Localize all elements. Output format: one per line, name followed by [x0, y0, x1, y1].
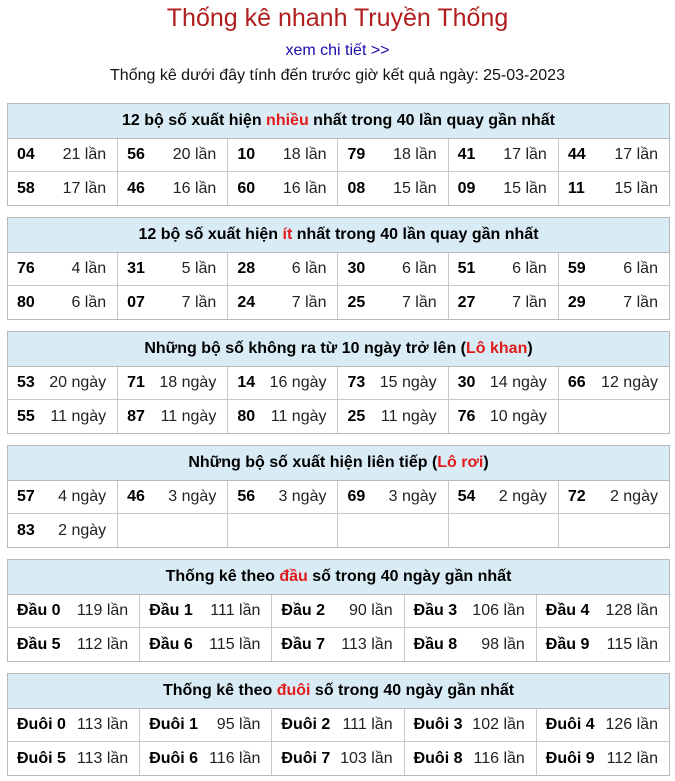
stat-cell: [228, 481, 338, 514]
heading-highlight: Lô rơi: [437, 454, 484, 471]
stat-cell: [228, 172, 338, 205]
stat-value: 7 lần: [401, 293, 437, 311]
stat-label: 41: [457, 146, 476, 163]
panel-heading: [8, 218, 669, 253]
stat-value: 115 lần: [606, 635, 658, 653]
stat-label: Đầu 9: [545, 635, 590, 653]
stat-cell: [118, 286, 228, 319]
stat-value: 16 lần: [282, 179, 327, 197]
page-subtitle: Thống kê dưới đây tính đến trước giờ kết quả ngày: 25-03-2023: [110, 67, 565, 84]
stat-cell: [338, 172, 448, 205]
heading-highlight: Lô khan: [466, 340, 528, 357]
stat-value: 20 lần: [172, 146, 217, 163]
stat-label: 27: [457, 293, 476, 311]
stat-value: 103 lần: [340, 749, 393, 767]
stat-value: 3 ngày: [168, 488, 217, 505]
stat-value: 7 lần: [181, 293, 217, 311]
stat-value: 6 lần: [623, 260, 658, 277]
stat-label: 57: [17, 488, 35, 505]
stat-label: 30: [457, 374, 476, 391]
stat-label: 87: [127, 407, 145, 425]
stat-value: 5 lần: [181, 260, 217, 277]
stat-value: 102 lần: [472, 716, 525, 733]
least-frequent-panel: [7, 217, 670, 320]
stat-label: Đuôi 3: [413, 716, 463, 733]
stat-value: 116 lần: [209, 749, 261, 767]
stat-cell: [272, 742, 404, 775]
stat-cell: [118, 139, 228, 172]
stat-label: 25: [347, 293, 366, 311]
stat-value: 126 lần: [605, 716, 658, 733]
stat-cell: [8, 400, 118, 433]
stat-cell: [228, 514, 338, 547]
stat-label: 72: [567, 488, 586, 505]
stat-label: Đuôi 9: [545, 749, 595, 767]
stat-cell: [449, 253, 559, 286]
stat-label: 79: [347, 146, 366, 163]
stat-value: 111 lần: [342, 716, 393, 733]
stat-value: 113 lần: [341, 635, 393, 653]
stat-cell: [537, 595, 669, 628]
stat-cell: [559, 514, 669, 547]
stat-label: Đuôi 5: [17, 749, 66, 767]
stat-value: 16 lần: [172, 179, 217, 197]
stats-grid: [8, 253, 669, 319]
panel-heading: [8, 446, 669, 481]
stat-cell: [118, 367, 228, 400]
stat-value: 2 ngày: [609, 488, 658, 505]
stat-label: Đầu 3: [413, 602, 458, 619]
lo-roi-panel: [7, 445, 670, 548]
stat-label: 09: [457, 179, 476, 197]
stats-grid: [8, 139, 669, 205]
stat-cell: [537, 628, 669, 661]
stat-value: 7 lần: [623, 293, 658, 311]
stat-value: 116 lần: [473, 749, 525, 767]
stat-label: 46: [127, 179, 145, 197]
stat-value: 6 lần: [512, 260, 547, 277]
stat-value: 15 lần: [614, 179, 658, 197]
stat-cell: [8, 481, 118, 514]
stat-cell: [140, 628, 272, 661]
stat-cell: [449, 481, 559, 514]
stat-value: 128 lần: [605, 602, 658, 619]
stat-cell: [338, 400, 448, 433]
stat-value: 15 ngày: [379, 374, 437, 391]
stat-value: 21 lần: [62, 146, 107, 163]
stat-value: 18 lần: [282, 146, 327, 163]
stat-cell: [272, 709, 404, 742]
page-title: Thống kê nhanh Truyền Thống: [166, 4, 509, 32]
stat-cell: [338, 481, 448, 514]
stat-label: Đuôi 2: [281, 716, 331, 733]
stat-value: 3 ngày: [278, 488, 327, 505]
stat-label: 56: [127, 146, 145, 163]
stat-cell: [537, 709, 669, 742]
stat-label: 73: [347, 374, 366, 391]
stat-label: 11: [567, 179, 585, 197]
stat-label: 83: [17, 521, 35, 539]
stat-label: 28: [237, 260, 256, 277]
stat-label: 80: [237, 407, 256, 425]
stat-value: 7 lần: [512, 293, 547, 311]
stat-label: 69: [347, 488, 366, 505]
stat-value: 106 lần: [472, 602, 525, 619]
stat-value: 7 lần: [291, 293, 327, 311]
stat-label: 30: [347, 260, 366, 277]
stat-label: Đuôi 4: [545, 716, 595, 733]
tail-digit-panel: [7, 673, 670, 776]
stat-value: 112 lần: [76, 635, 129, 653]
stat-cell: [8, 367, 118, 400]
stat-value: 18 ngày: [159, 374, 217, 391]
stat-cell: [118, 514, 228, 547]
stat-label: 04: [17, 146, 35, 163]
stat-cell: [8, 595, 140, 628]
stat-value: 113 lần: [76, 749, 129, 767]
panel-heading: [8, 674, 669, 709]
stat-value: 6 lần: [291, 260, 327, 277]
stat-cell: [8, 139, 118, 172]
stat-cell: [338, 253, 448, 286]
heading-highlight: ít: [282, 226, 293, 243]
stat-cell: [449, 514, 559, 547]
most-frequent-panel: [7, 103, 670, 206]
stat-value: 113 lần: [76, 716, 129, 733]
stat-label: 76: [457, 407, 476, 425]
stat-value: 16 ngày: [269, 374, 327, 391]
stat-label: 76: [17, 260, 35, 277]
stat-cell: [8, 742, 140, 775]
stat-cell: [8, 253, 118, 286]
stat-value: 15 lần: [503, 179, 547, 197]
stat-cell: [405, 595, 537, 628]
stats-grid: [8, 481, 669, 547]
stat-cell: [228, 367, 338, 400]
stat-cell: [272, 595, 404, 628]
stat-value: 17 lần: [614, 146, 658, 163]
stat-label: 55: [17, 407, 35, 425]
heading-text: ): [527, 340, 533, 357]
stat-cell: [118, 481, 228, 514]
stat-cell: [338, 514, 448, 547]
stat-value: 4 lần: [71, 260, 107, 277]
stat-label: Đầu 8: [413, 635, 458, 653]
stat-label: 58: [17, 179, 35, 197]
stats-grid: [8, 595, 669, 661]
stat-cell: [449, 286, 559, 319]
stat-value: 95 lần: [216, 716, 261, 733]
stat-cell: [559, 286, 669, 319]
stat-label: Đầu 7: [281, 635, 325, 653]
stat-label: 07: [127, 293, 145, 311]
stat-cell: [405, 742, 537, 775]
stat-cell: [8, 514, 118, 547]
stat-label: 60: [237, 179, 256, 197]
stat-cell: [405, 628, 537, 661]
stat-label: Đầu 6: [149, 635, 193, 653]
stat-label: 71: [127, 374, 145, 391]
stat-cell: [449, 139, 559, 172]
stat-cell: [537, 742, 669, 775]
stat-cell: [140, 709, 272, 742]
stat-label: 25: [347, 407, 366, 425]
stat-value: 119 lần: [76, 602, 129, 619]
stat-cell: [118, 400, 228, 433]
stat-label: Đuôi 6: [149, 749, 199, 767]
stat-value: 90 lần: [349, 602, 393, 619]
stat-label: 08: [347, 179, 366, 197]
stats-grid: [8, 367, 669, 433]
view-details-link[interactable]: xem chi tiết >>: [285, 42, 390, 59]
stat-label: 24: [237, 293, 256, 311]
stat-value: 11 ngày: [50, 407, 107, 425]
stat-cell: [559, 253, 669, 286]
heading-text: Thống kê theo: [162, 682, 277, 699]
stat-value: 112 lần: [606, 749, 658, 767]
stat-label: 46: [127, 488, 145, 505]
stat-cell: [140, 595, 272, 628]
heading-text: Những bộ số không ra từ 10 ngày trở lên (: [144, 340, 466, 357]
stat-label: 31: [127, 260, 145, 277]
stat-cell: [8, 628, 140, 661]
stat-label: Đầu 2: [281, 602, 325, 619]
stat-value: 17 lần: [62, 179, 107, 197]
heading-highlight: đầu: [279, 568, 308, 585]
stat-label: Đuôi 7: [281, 749, 331, 767]
heading-text: số trong 40 ngày gần nhất: [310, 682, 515, 699]
stat-label: 14: [237, 374, 256, 391]
stat-cell: [405, 709, 537, 742]
heading-text: Những bộ số xuất hiện liên tiếp (: [188, 454, 438, 471]
panel-heading: [8, 104, 669, 139]
stat-value: 18 lần: [393, 146, 437, 163]
stat-value: 17 lần: [503, 146, 547, 163]
stat-cell: [140, 742, 272, 775]
stat-cell: [449, 172, 559, 205]
stat-cell: [228, 139, 338, 172]
panel-heading: [8, 560, 669, 595]
stat-cell: [8, 286, 118, 319]
stat-label: 44: [567, 146, 586, 163]
stat-cell: [228, 400, 338, 433]
stat-value: 111 lần: [210, 602, 261, 619]
heading-text: ): [483, 454, 489, 471]
stat-label: Đầu 1: [149, 602, 193, 619]
stat-value: 4 ngày: [58, 488, 107, 505]
stat-cell: [338, 139, 448, 172]
stat-label: 56: [237, 488, 256, 505]
stat-value: 11 ngày: [380, 407, 437, 425]
heading-text: số trong 40 ngày gần nhất: [307, 568, 512, 585]
stat-cell: [338, 367, 448, 400]
stat-value: 11 ngày: [270, 407, 327, 425]
stat-label: 10: [237, 146, 256, 163]
stat-value: 15 lần: [393, 179, 437, 197]
heading-text: nhất trong 40 lần quay gần nhất: [308, 112, 555, 129]
head-digit-panel: [7, 559, 670, 662]
panel-heading: [8, 332, 669, 367]
stat-cell: [449, 400, 559, 433]
stat-label: Đầu 0: [17, 602, 61, 619]
stat-value: 20 ngày: [49, 374, 107, 391]
lo-khan-panel: [7, 331, 670, 434]
stat-label: Đuôi 1: [149, 716, 199, 733]
stat-cell: [449, 367, 559, 400]
stat-label: 53: [17, 374, 35, 391]
stat-cell: [118, 253, 228, 286]
stats-grid: [8, 709, 669, 775]
stat-cell: [8, 172, 118, 205]
stat-value: 12 ngày: [601, 374, 658, 391]
stat-cell: [338, 286, 448, 319]
stat-value: 6 lần: [71, 293, 107, 311]
stat-value: 14 ngày: [489, 374, 547, 391]
stat-value: 3 ngày: [388, 488, 437, 505]
stat-value: 6 lần: [401, 260, 437, 277]
stat-cell: [8, 709, 140, 742]
stat-value: 115 lần: [209, 635, 261, 653]
stat-label: 54: [457, 488, 476, 505]
stat-label: 80: [17, 293, 35, 311]
stat-label: Đuôi 0: [17, 716, 66, 733]
heading-text: 12 bộ số xuất hiện: [122, 112, 267, 129]
stat-cell: [559, 400, 669, 433]
stat-label: 29: [567, 293, 586, 311]
stat-label: 59: [567, 260, 586, 277]
stat-cell: [118, 172, 228, 205]
stat-cell: [559, 367, 669, 400]
stat-label: 66: [567, 374, 586, 391]
heading-text: nhất trong 40 lần quay gần nhất: [292, 226, 539, 243]
stat-cell: [228, 253, 338, 286]
stat-value: 11 ngày: [160, 407, 217, 425]
stat-value: 2 ngày: [58, 521, 107, 539]
heading-text: Thống kê theo: [165, 568, 280, 585]
stat-label: Đầu 5: [17, 635, 61, 653]
heading-highlight: đuôi: [276, 682, 311, 699]
stat-value: 10 ngày: [489, 407, 547, 425]
stat-value: 2 ngày: [498, 488, 547, 505]
stat-value: 98 lần: [481, 635, 525, 653]
stat-cell: [272, 628, 404, 661]
heading-text: 12 bộ số xuất hiện: [138, 226, 283, 243]
stat-label: Đuôi 8: [413, 749, 463, 767]
stat-label: Đầu 4: [545, 602, 590, 619]
stat-label: 51: [457, 260, 476, 277]
stat-cell: [228, 286, 338, 319]
stat-cell: [559, 139, 669, 172]
stat-cell: [559, 172, 669, 205]
stat-cell: [559, 481, 669, 514]
heading-highlight: nhiều: [266, 112, 309, 129]
